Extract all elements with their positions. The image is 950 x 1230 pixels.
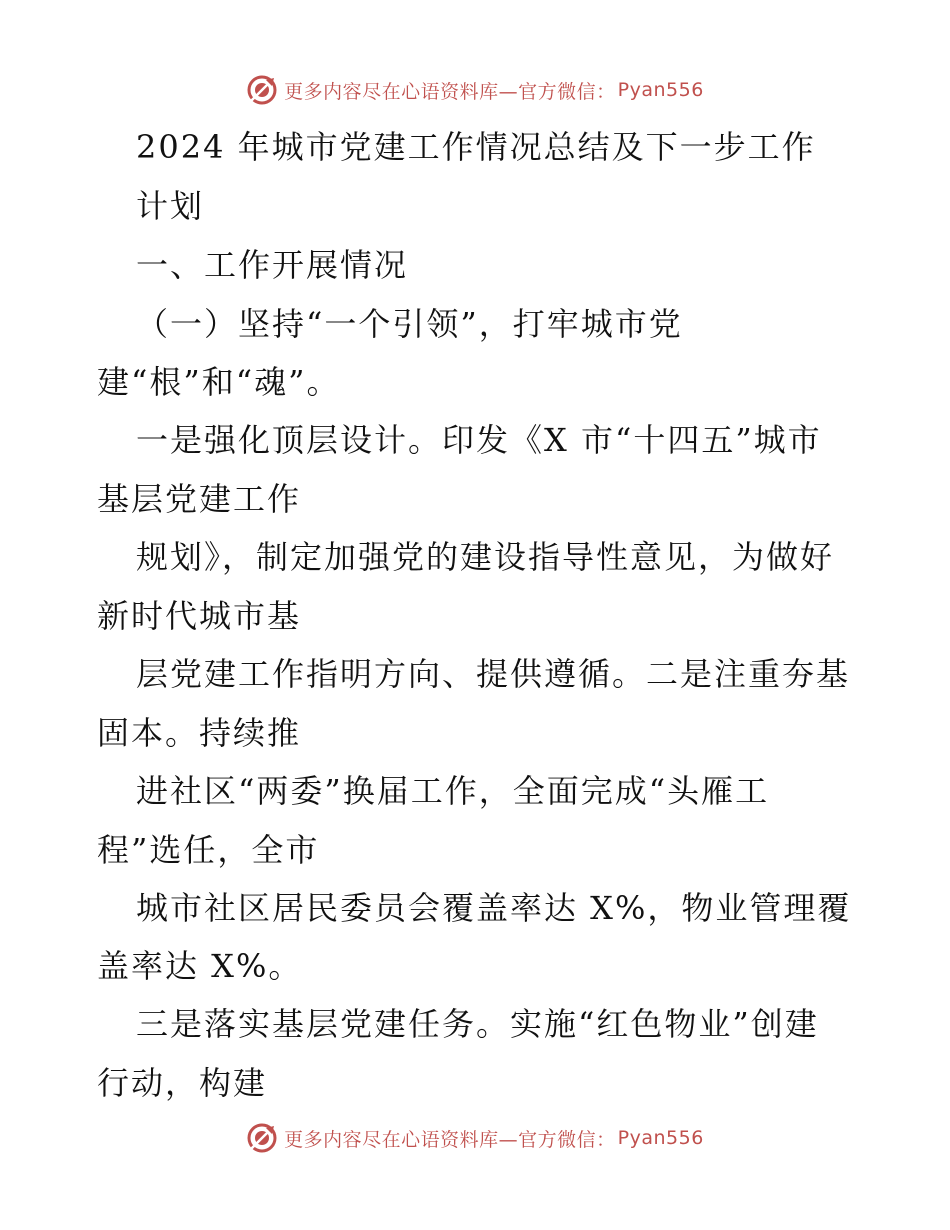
header-watermark <box>0 70 950 110</box>
body-text-line: 规划》，制定加强党的建设指导性意见，为做好 <box>136 538 835 576</box>
document-title-line-2: 计划 <box>136 187 205 225</box>
watermark-text: 更多内容尽在心语资料库—官方微信： <box>284 1128 616 1151</box>
body-text-line: 盖率达 X%。 <box>97 947 303 985</box>
watermark-text: 更多内容尽在心语资料库—官方微信： <box>284 80 616 103</box>
pen-logo-icon <box>246 1122 278 1154</box>
pen-logo-icon <box>246 74 278 106</box>
subsection-heading-line-1: （一）坚持“一个引领”，打牢城市党 <box>136 305 683 343</box>
body-text-line: 行动，构建 <box>97 1064 268 1102</box>
document-title-line-1: 2024 年城市党建工作情况总结及下一步工作 <box>136 128 816 166</box>
body-text-line: 基层党建工作 <box>97 480 302 518</box>
watermark-wechat-id: Pyan556 <box>617 79 704 101</box>
body-text-line: 进社区“两委”换届工作，全面完成“头雁工 <box>136 772 770 810</box>
subsection-heading-line-2: 建“根”和“魂”。 <box>97 363 341 401</box>
body-text-line: 程”选任，全市 <box>97 831 320 869</box>
body-text-line: 三是落实基层党建任务。实施“红色物业”创建 <box>136 1005 819 1043</box>
footer-watermark <box>0 1118 950 1158</box>
body-text-line: 层党建工作指明方向、提供遵循。二是注重夯基 <box>136 655 851 693</box>
watermark-wechat-id: Pyan556 <box>617 1127 704 1149</box>
body-text-line: 新时代城市基 <box>97 597 302 635</box>
body-text-line: 固本。持续推 <box>97 714 302 752</box>
body-text-line: 一是强化顶层设计。印发《X 市“十四五”城市 <box>136 421 822 459</box>
body-text-line: 城市社区居民委员会覆盖率达 X%，物业管理覆 <box>136 889 852 927</box>
section-heading: 一、工作开展情况 <box>136 246 409 284</box>
